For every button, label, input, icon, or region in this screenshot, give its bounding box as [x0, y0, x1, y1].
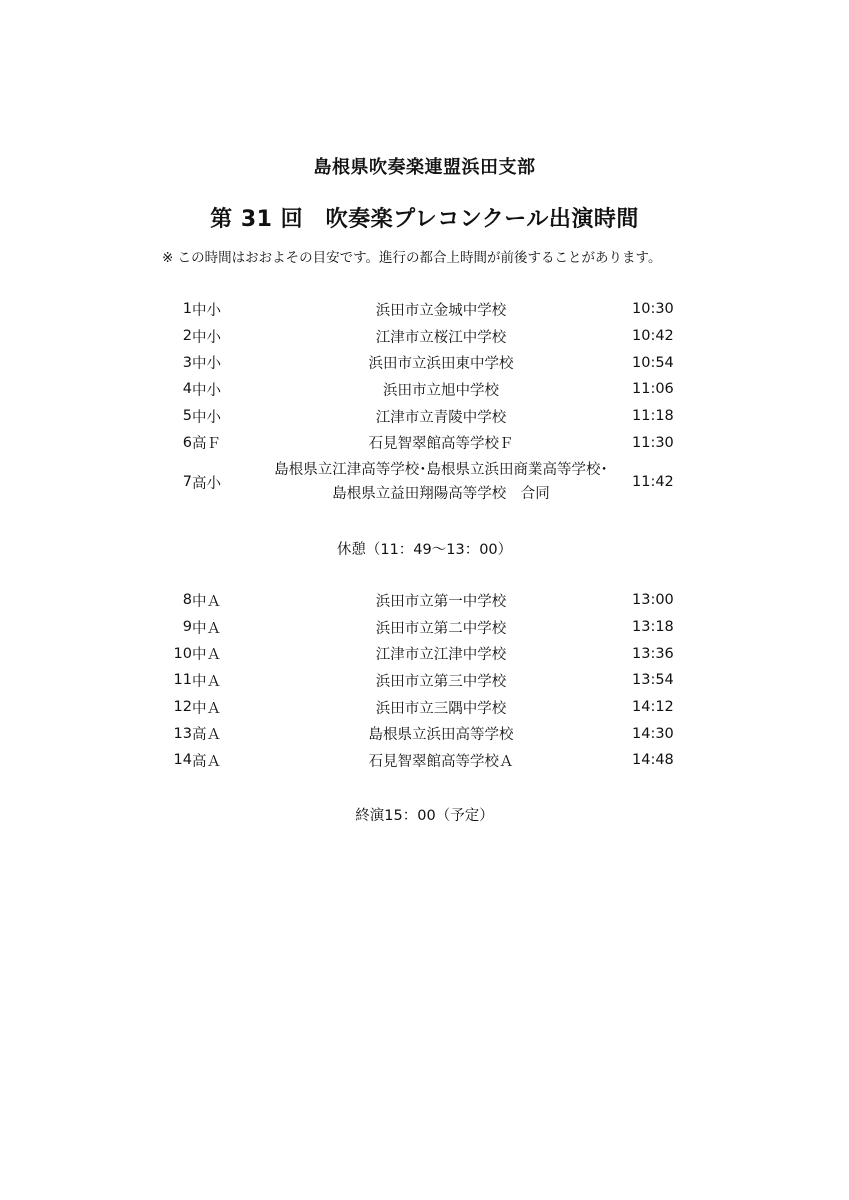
- table-row: [162, 614, 702, 641]
- division: 中Ａ: [192, 700, 221, 717]
- start-time: 10:30: [632, 301, 674, 318]
- performance-number: 9: [182, 619, 192, 636]
- division: 中Ａ: [192, 620, 221, 637]
- performance-number: 13: [173, 725, 192, 742]
- table-row: [162, 694, 702, 721]
- start-time: 11:30: [632, 434, 674, 451]
- table-row: [162, 349, 702, 376]
- performance-number: 3: [182, 354, 192, 371]
- start-time: 10:54: [632, 354, 674, 371]
- division: 中小: [192, 382, 221, 399]
- start-time: 13:36: [632, 645, 674, 662]
- table-row: [162, 323, 702, 350]
- division: 高Ｆ: [192, 436, 221, 453]
- performance-number: 14: [173, 752, 192, 769]
- school-name: 浜田市立第一中学校: [375, 593, 507, 610]
- start-time: 13:54: [632, 672, 674, 689]
- performance-number: 6: [182, 434, 192, 451]
- table-row: [162, 720, 702, 747]
- start-time: 14:48: [632, 752, 674, 769]
- start-time: 11:18: [632, 408, 674, 425]
- break-time: 休憩（11：49〜13：00）: [336, 542, 513, 558]
- school-name: [250, 456, 632, 508]
- school-name: 浜田市立金城中学校: [375, 302, 507, 319]
- performance-number: 1: [182, 301, 192, 318]
- schedule-table-morning: [162, 296, 702, 508]
- school-name: 江津市立桜江中学校: [375, 329, 507, 346]
- school-name: 石見智翠館高等学校Ｆ: [368, 436, 514, 453]
- division: 中Ａ: [192, 673, 221, 690]
- division: 中小: [192, 409, 221, 426]
- school-name: 浜田市立第二中学校: [375, 620, 507, 637]
- start-time: 10:42: [632, 328, 674, 345]
- table-row: [162, 403, 702, 430]
- school-name-line-2: 島根県立益田翔陽高等学校 合同: [332, 486, 550, 503]
- start-time: 11:06: [632, 381, 674, 398]
- table-row: [162, 640, 702, 667]
- schedule-table-afternoon: [162, 587, 702, 774]
- division: 高小: [192, 475, 221, 492]
- performance-number: 10: [173, 645, 192, 662]
- table-row: [162, 296, 702, 323]
- start-time: 14:12: [632, 699, 674, 716]
- schedule-note: ※ この時間はおおよその目安です。進行の都合上時間が前後することがあります。: [162, 250, 662, 266]
- school-name: 浜田市立旭中学校: [383, 382, 499, 399]
- performance-number: 8: [182, 592, 192, 609]
- table-row: [162, 376, 702, 403]
- division: 中Ａ: [192, 647, 221, 664]
- school-name: 浜田市立浜田東中学校: [368, 356, 514, 373]
- table-row: [162, 429, 702, 456]
- table-row: [162, 456, 702, 508]
- start-time: 14:30: [632, 725, 674, 742]
- performance-number: 7: [182, 474, 192, 491]
- division: 中小: [192, 302, 221, 319]
- organization-name: 島根県吹奏楽連盟浜田支部: [313, 157, 536, 178]
- school-name: 江津市立青陵中学校: [375, 409, 507, 426]
- performance-number: 11: [173, 672, 192, 689]
- school-name: 浜田市立第三中学校: [375, 673, 507, 690]
- division: 高Ａ: [192, 727, 221, 744]
- performance-number: 2: [182, 328, 192, 345]
- division: 中Ａ: [192, 593, 221, 610]
- school-name: 江津市立江津中学校: [375, 647, 507, 664]
- table-row: [162, 747, 702, 774]
- end-time: 終演15：00（予定）: [355, 808, 494, 824]
- performance-number: 12: [173, 699, 192, 716]
- start-time: 13:18: [632, 619, 674, 636]
- division: 中小: [192, 356, 221, 373]
- start-time: 13:00: [632, 592, 674, 609]
- school-name: 浜田市立三隅中学校: [375, 700, 507, 717]
- performance-number: 5: [182, 408, 192, 425]
- division: 高Ａ: [192, 753, 221, 770]
- performance-number: 4: [182, 381, 192, 398]
- school-name: 島根県立浜田高等学校: [368, 727, 514, 744]
- page-title: 第 31 回 吹奏楽プレコンクール出演時間: [210, 207, 639, 232]
- division: 中小: [192, 329, 221, 346]
- table-row: [162, 667, 702, 694]
- table-row: [162, 587, 702, 614]
- school-name-line-1: 島根県立江津高等学校･島根県立浜田商業高等学校･: [274, 462, 608, 479]
- start-time: 11:42: [632, 474, 674, 491]
- school-name: 石見智翠館高等学校Ａ: [368, 753, 514, 770]
